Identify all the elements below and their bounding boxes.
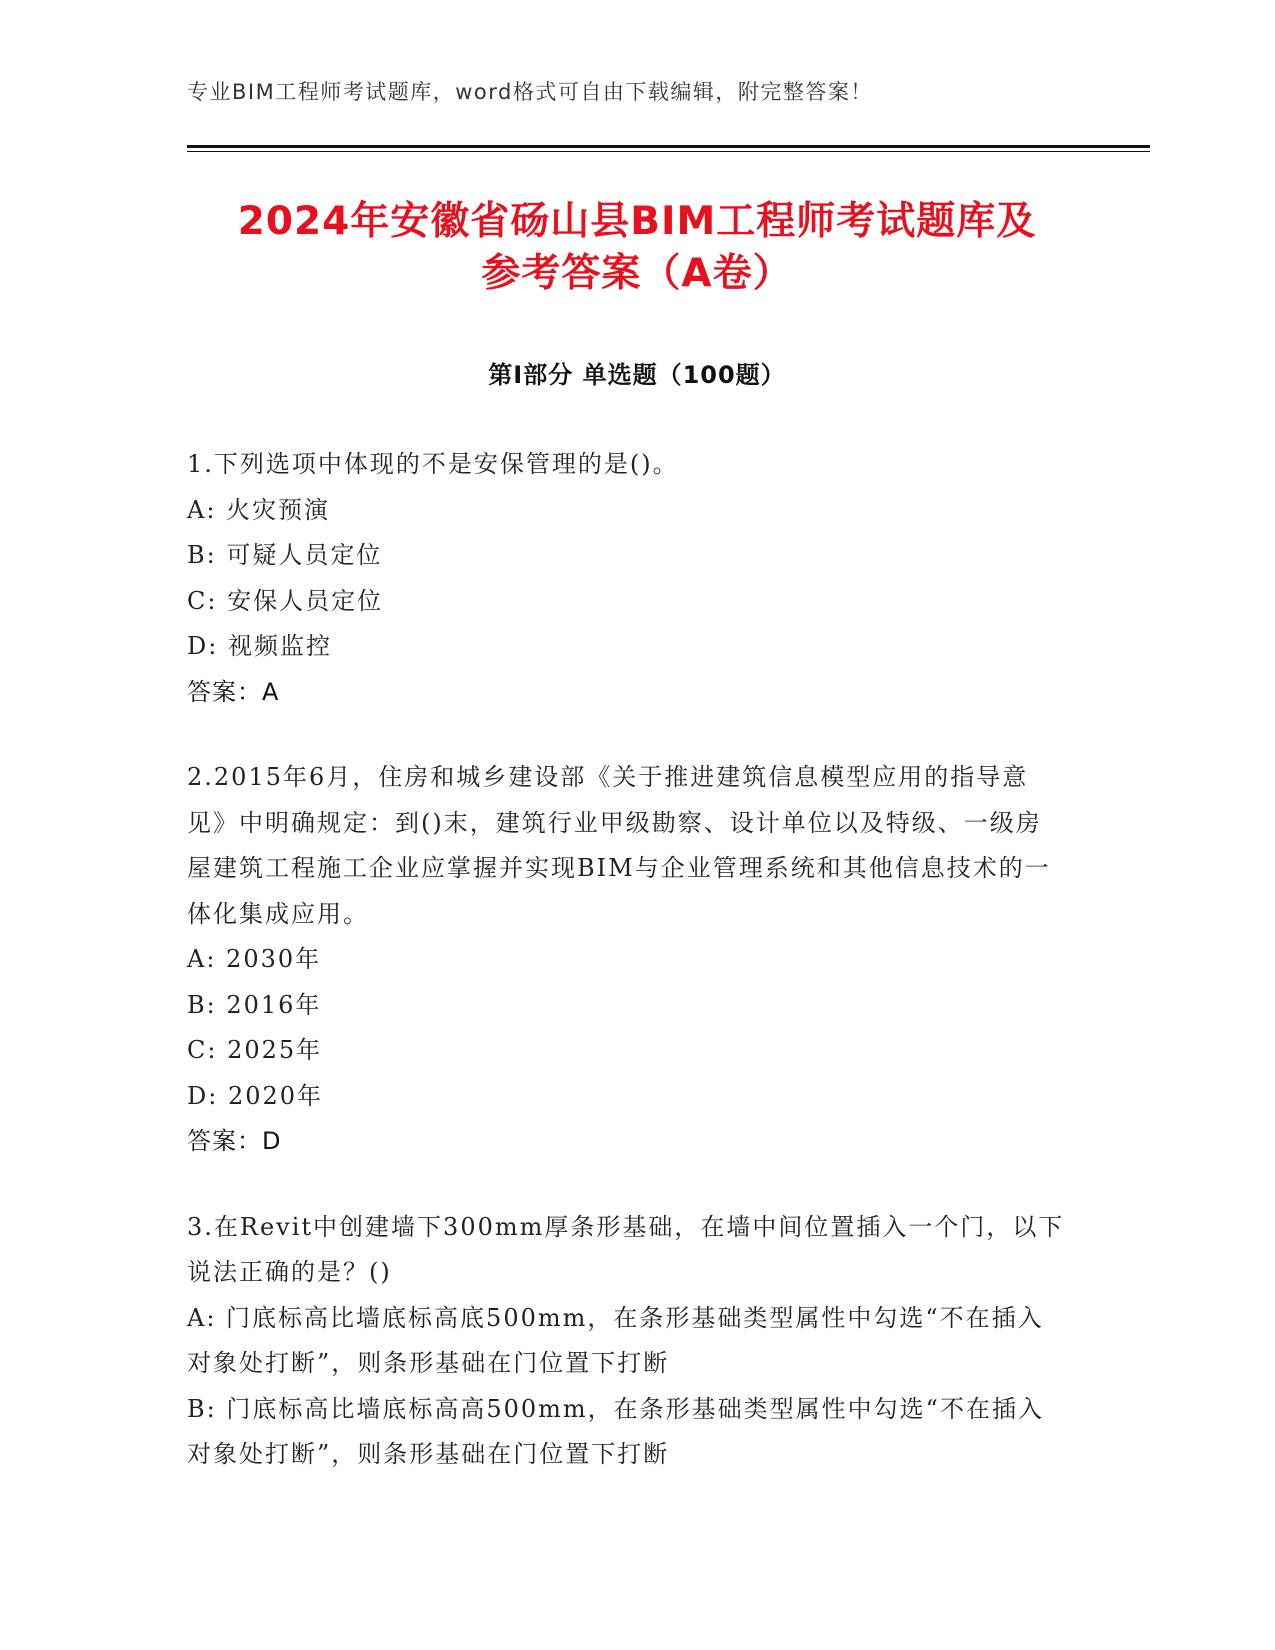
question-stem: 2.2015年6月，住房和城乡建设部《关于推进建筑信息模型应用的指导意见》中明确规定：到()末，建筑行业甲级勘察、设计单位以及特级、一级房屋建筑工程施工企业应掌握并实现BIM与企业管理系统和其他信息技术的一体化集成应用。 [187,763,1051,928]
answer: 答案：D [187,1127,282,1155]
question-2 [187,755,1067,1165]
option-d: D: 视频监控 [187,632,332,660]
option-a: A: 门底标高比墙底标高底500mm，在条形基础类型属性中勾选“不在插入对象处打断”，则条形基础在门位置下打断 [187,1303,1044,1377]
title-line-2: 参考答案（A卷） [481,251,793,296]
document-title [187,196,1087,300]
option-b: B: 2016年 [187,990,322,1019]
option-c: C: 2025年 [187,1036,323,1064]
question-stem: 3.在Revit中创建墙下300mm厚条形基础，在墙中间位置插入一个门，以下说法正确的是？() [187,1212,1065,1286]
header-divider-thick [187,145,1150,148]
option-b: B: 可疑人员定位 [187,541,383,569]
question-stem: 1.下列选项中体现的不是安保管理的是()。 [187,450,679,478]
option-a: A: 2030年 [187,945,322,973]
section-title: 第I部分 单选题（100题） [488,361,786,389]
header-note: 专业BIM工程师考试题库，word格式可自由下载编辑，附完整答案！ [187,80,873,104]
header-divider-thin [187,151,1150,152]
title-line-1: 2024年安徽省砀山县BIM工程师考试题库及 [237,199,1037,244]
answer: 答案：A [187,677,280,706]
question-1 [187,442,1067,715]
option-c: C: 安保人员定位 [187,586,384,615]
option-a: A: 火灾预演 [187,495,331,524]
question-list [187,442,1067,1518]
option-d: D: 2020年 [187,1081,324,1110]
question-3 [187,1205,1067,1478]
option-b: B: 门底标高比墙底标高高500mm，在条形基础类型属性中勾选“不在插入对象处打断”，则条形基础在门位置下打断 [187,1394,1044,1468]
